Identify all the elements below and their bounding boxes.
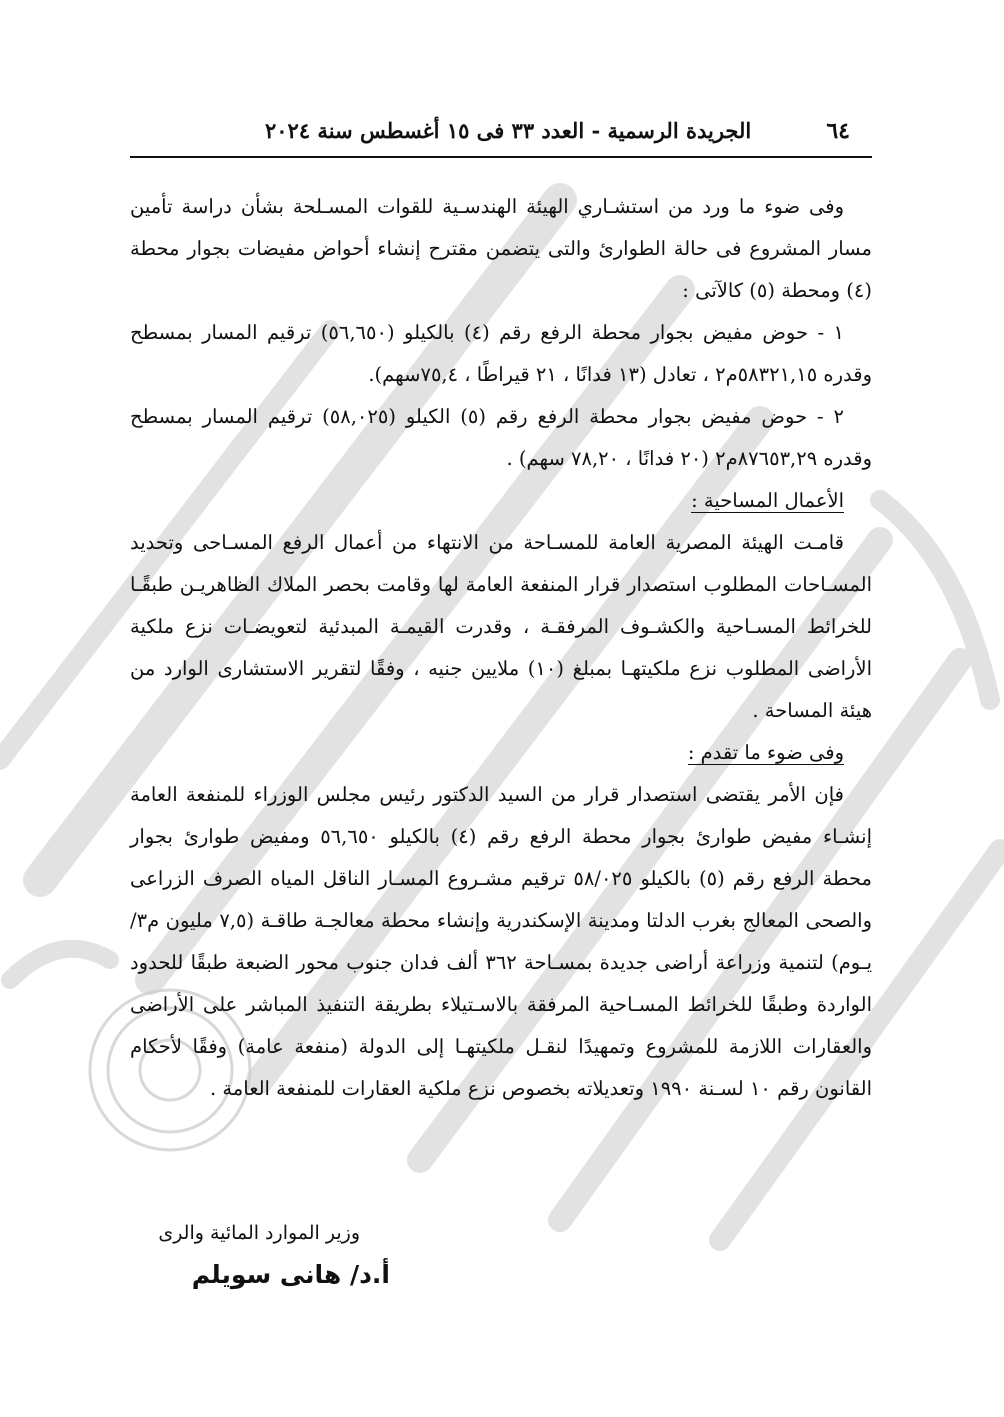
minister-title: وزير الموارد المائية والرى bbox=[158, 1222, 360, 1244]
paragraph-decision-request: فإن الأمر يقتضى استصدار قرار من السيد الدكتور رئيس مجلس الوزراء للمنفعة العامة إنشـاء مفيض طوارئ بجوار محطة الرفع رقم (٤) بالكيلو ٥٦,٦٥٠ ومفيض طوارئ بجوار محطة الرفع رقم (٥) بالكيلو ٥٨/٠٢٥ ترقيم مشـروع المسـار الناقل المياه الصرف الزراعى والصحى المعالج بغرب الدلتا ومدينة الإسكندرية وإنشاء محطة معالجـة طاقـة (٧,٥ مليون م٣/يـوم) لتنمية وزراعة أراضى جديدة بمسـاحة ٣٦٢ ألف فدان جنوب محور الضبعة طبقًا للحدود الواردة وطبقًا للخرائط المسـاحية المرفقة بالاسـتيلاء بطريقة التنفيذ المباشر على الأراضى والعقارات اللازمة للمشروع وتمهيدًا لنقـل ملكيتهـا إلى الدولة (منفعة عامة) وفقًا لأحكام القانون رقم ١٠ لسـنة ١٩٩٠ وتعديلاته بخصوص نزع ملكية العقارات للمنفعة العامة . bbox=[130, 783, 873, 1100]
document-body bbox=[130, 186, 872, 1110]
list-item-basin-station-5: ٢ - حوض مفيض بجوار محطة الرفع رقم (٥) الكيلو (٥٨,٠٢٥) ترقيم المسار بمسطح وقدره ٨٧٦٥٣,٢٩م٢ (٢٠ فدانًا ، ٧٨,٢٠ سهم) . bbox=[130, 405, 872, 470]
paragraph-surveying-works: قامـت الهيئة المصرية العامة للمسـاحة من الانتهاء من أعمال الرفع المسـاحى وتحديد المسـاحات المطلوب استصدار قرار المنفعة العامة لها وقامت بحصر الملاك الظاهريـن طبقًـا للخرائط المسـاحية والكشـوف المرفقـة ، وقدرت القيمـة المبدئية لتعويضـات نزع ملكية الأراضى المطلوب نزع ملكيتهـا بمبلغ (١٠) ملايين جنيه ، وفقًا لتقرير الاستشارى الوارد من هيئة المساحة . bbox=[130, 531, 873, 722]
minister-name: أ.د/ هانى سويلم bbox=[191, 1260, 390, 1289]
section-heading-in-light-text: وفى ضوء ما تقدم : bbox=[687, 741, 844, 764]
gazette-header-title: الجريدة الرسمية - العدد ٣٣ فى ١٥ أغسطس سنة ٢٠٢٤ bbox=[265, 118, 752, 143]
list-item-basin-station-4: ١ - حوض مفيض بجوار محطة الرفع رقم (٤) بالكيلو (٥٦,٦٥٠) ترقيم المسار بمسطح وقدره ٥٨٣٢١,١٥م٢ ، تعادل (١٣ فدانًا ، ٢١ قيراطًا ، ٧٥,٤سهم). bbox=[130, 321, 872, 386]
signature-block bbox=[150, 1222, 410, 1289]
page-number: ٦٤ bbox=[826, 118, 850, 144]
page-header bbox=[130, 112, 872, 158]
section-heading-surveying bbox=[130, 480, 872, 522]
section-heading-surveying-text: الأعمال المساحية : bbox=[691, 489, 844, 512]
paragraph-consultant-study: وفى ضوء ما ورد من استشـاري الهيئة الهندسـية للقوات المسـلحة بشأن دراسة تأمين مسار المشروع فى حالة الطوارئ والتى يتضمن مقترح إنشاء أحواض مفيضات بجوار محطة (٤) ومحطة (٥) كالآتى : bbox=[130, 195, 872, 302]
section-heading-in-light bbox=[130, 732, 872, 774]
